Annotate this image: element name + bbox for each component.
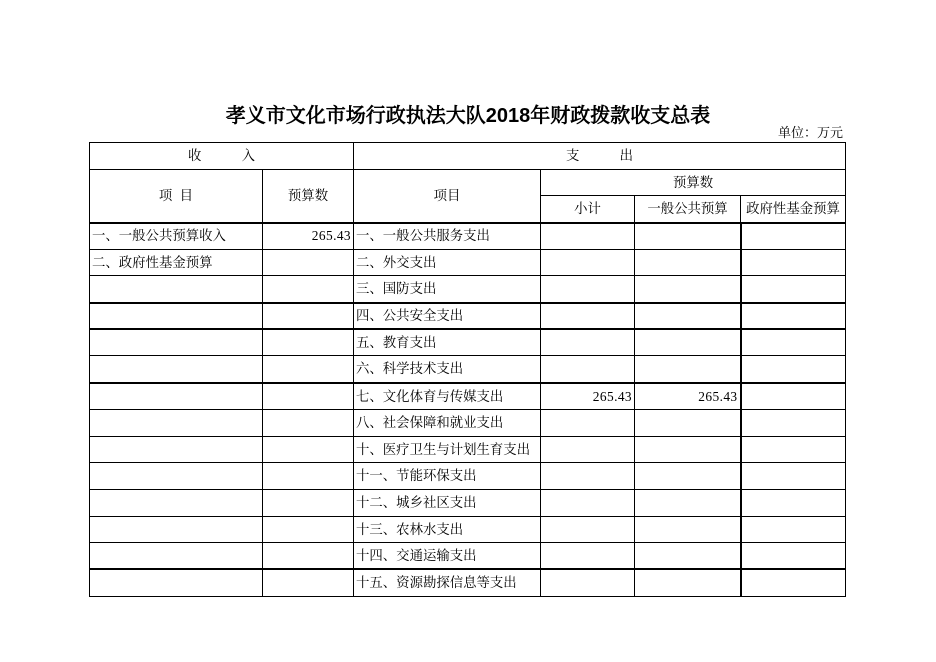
expense-item-cell: 十一、节能环保支出: [354, 463, 541, 490]
subtotal-header: 小计: [541, 196, 635, 223]
general-budget-cell: [635, 489, 741, 516]
subtotal-cell: 265.43: [541, 383, 635, 410]
general-budget-cell: [635, 436, 741, 463]
income-budget-cell: [263, 436, 354, 463]
subtotal-cell: [541, 569, 635, 596]
fund-budget-cell: [741, 383, 846, 410]
expense-item-cell: 八、社会保障和就业支出: [354, 409, 541, 436]
table-row: [90, 249, 846, 276]
table-row: [90, 329, 846, 356]
subtotal-cell: [541, 276, 635, 303]
income-budget-cell: [263, 569, 354, 596]
income-item-cell: [90, 383, 263, 410]
subtotal-cell: [541, 409, 635, 436]
table-row: [90, 409, 846, 436]
income-budget-cell: [263, 409, 354, 436]
expense-item-cell: 三、国防支出: [354, 276, 541, 303]
table-row: [90, 543, 846, 570]
fund-budget-cell: [741, 356, 846, 383]
table-row: [90, 383, 846, 410]
expense-item-cell: 六、科学技术支出: [354, 356, 541, 383]
general-budget-cell: [635, 463, 741, 490]
table-row: [90, 489, 846, 516]
income-item-header: 项 目: [90, 170, 263, 223]
income-item-cell: [90, 569, 263, 596]
fund-budget-cell: [741, 249, 846, 276]
table-row: [90, 356, 846, 383]
table-row: [90, 516, 846, 543]
general-budget-cell: [635, 569, 741, 596]
expense-item-cell: 十四、交通运输支出: [354, 543, 541, 570]
income-budget-cell: [263, 516, 354, 543]
subtotal-cell: [541, 463, 635, 490]
income-item-cell: [90, 436, 263, 463]
fund-budget-cell: [741, 276, 846, 303]
income-item-cell: [90, 463, 263, 490]
income-budget-cell: [263, 383, 354, 410]
subtotal-cell: [541, 516, 635, 543]
expense-item-cell: 五、教育支出: [354, 329, 541, 356]
general-budget-cell: [635, 356, 741, 383]
subtotal-cell: [541, 436, 635, 463]
income-item-cell: [90, 276, 263, 303]
fund-budget-cell: [741, 409, 846, 436]
expense-item-cell: 七、文化体育与传媒支出: [354, 383, 541, 410]
income-item-cell: [90, 329, 263, 356]
table-row: [90, 276, 846, 303]
fund-budget-header: 政府性基金预算: [741, 196, 846, 223]
income-budget-header: 预算数: [263, 170, 354, 223]
general-budget-cell: [635, 223, 741, 250]
income-item-cell: [90, 303, 263, 330]
subtotal-cell: [541, 303, 635, 330]
expense-budget-header: 预算数: [541, 170, 846, 196]
budget-table: [89, 142, 846, 597]
income-budget-cell: [263, 489, 354, 516]
general-budget-cell: 265.43: [635, 383, 741, 410]
subtotal-cell: [541, 249, 635, 276]
subtotal-cell: [541, 356, 635, 383]
subtotal-cell: [541, 223, 635, 250]
general-budget-cell: [635, 543, 741, 570]
expense-item-header: 项目: [354, 170, 541, 223]
expense-item-cell: 十三、农林水支出: [354, 516, 541, 543]
income-item-cell: [90, 356, 263, 383]
table-row: [90, 303, 846, 330]
fund-budget-cell: [741, 489, 846, 516]
general-budget-cell: [635, 409, 741, 436]
expense-item-cell: 一、一般公共服务支出: [354, 223, 541, 250]
document-title: 孝义市文化市场行政执法大队2018年财政拨款收支总表: [225, 105, 711, 127]
fund-budget-cell: [741, 303, 846, 330]
income-budget-cell: [263, 249, 354, 276]
header-row-2: [90, 170, 846, 196]
unit-label: 单位：万元: [777, 125, 843, 140]
expense-item-cell: 十五、资源勘探信息等支出: [354, 569, 541, 596]
income-budget-cell: [263, 543, 354, 570]
income-budget-cell: [263, 276, 354, 303]
subtotal-cell: [541, 489, 635, 516]
fund-budget-cell: [741, 463, 846, 490]
general-budget-cell: [635, 303, 741, 330]
expense-header: 支 出: [354, 143, 846, 170]
income-item-cell: [90, 516, 263, 543]
income-item-cell: [90, 409, 263, 436]
general-budget-header: 一般公共预算: [635, 196, 741, 223]
income-budget-cell: [263, 303, 354, 330]
income-item-cell: [90, 489, 263, 516]
expense-item-cell: 十二、城乡社区支出: [354, 489, 541, 516]
general-budget-cell: [635, 516, 741, 543]
general-budget-cell: [635, 276, 741, 303]
table-row: [90, 223, 846, 250]
income-item-cell: [90, 543, 263, 570]
header-row-1: [90, 143, 846, 170]
subtotal-cell: [541, 329, 635, 356]
income-budget-cell: [263, 463, 354, 490]
fund-budget-cell: [741, 436, 846, 463]
income-budget-cell: [263, 329, 354, 356]
fund-budget-cell: [741, 516, 846, 543]
income-item-cell: 二、政府性基金预算: [90, 249, 263, 276]
subtotal-cell: [541, 543, 635, 570]
general-budget-cell: [635, 249, 741, 276]
table-row: [90, 436, 846, 463]
table-row: [90, 569, 846, 596]
general-budget-cell: [635, 329, 741, 356]
fund-budget-cell: [741, 329, 846, 356]
income-budget-cell: [263, 356, 354, 383]
expense-item-cell: 四、公共安全支出: [354, 303, 541, 330]
income-item-cell: 一、一般公共预算收入: [90, 223, 263, 250]
fund-budget-cell: [741, 223, 846, 250]
table-row: [90, 463, 846, 490]
expense-item-cell: 十、医疗卫生与计划生育支出: [354, 436, 541, 463]
income-header: 收 入: [90, 143, 354, 170]
fund-budget-cell: [741, 569, 846, 596]
fund-budget-cell: [741, 543, 846, 570]
income-budget-cell: 265.43: [263, 223, 354, 250]
expense-item-cell: 二、外交支出: [354, 249, 541, 276]
